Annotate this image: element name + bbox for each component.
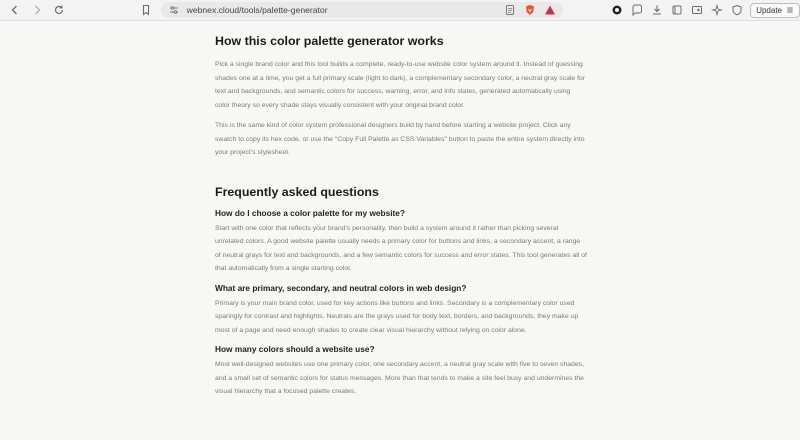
- update-button[interactable]: [750, 3, 800, 18]
- update-label: Update: [756, 5, 782, 15]
- faq-answer: Most well-designed websites use one primary color, one secondary accent, a neutral gray scale with five to seven shades, and a small set of semantic colors for status messages. More than that tends to make a site feel busy and undermines the visual hierarchy that a focused palette creates.: [215, 361, 584, 395]
- faq-question: How many colors should a website use?: [215, 344, 375, 354]
- browser-toolbar: [0, 0, 800, 21]
- nav-buttons: [0, 3, 66, 17]
- download-icon[interactable]: [650, 3, 664, 17]
- faq-item: [215, 343, 587, 399]
- reload-icon[interactable]: [52, 3, 66, 17]
- faq-answer: Start with one color that reflects your brand's personality, then build a system around it rather than picking several unrelated colors. A good website palette usually needs a primary color for buttons and links, a secondary accent, a range of neutral grays for text and backgrounds, and a few semantic colors for success and error states. This tool generates all of that automatically from a single starting color.: [215, 224, 587, 272]
- faq-item: [215, 207, 587, 276]
- toolbar-right: [610, 3, 800, 18]
- bookmark-icon[interactable]: [140, 3, 153, 17]
- faq-question: What are primary, secondary, and neutral colors in web design?: [215, 282, 467, 293]
- clipboard-icon[interactable]: [630, 3, 644, 17]
- sidebar-icon[interactable]: [690, 3, 704, 17]
- how-paragraph-2: This is the same kind of color system professional designers build by hand before starting a website project. Click any swatch to copy its hex code, or use the "Copy Full Palette as CSS Variables" button to paste the entire system directly into your project's stylesheet.: [215, 122, 585, 156]
- reader-icon[interactable]: [503, 3, 517, 17]
- leo-ai-icon[interactable]: [710, 3, 724, 17]
- back-icon[interactable]: [8, 3, 22, 17]
- article-content: [215, 33, 587, 405]
- vpn-icon[interactable]: [730, 3, 744, 17]
- faq-answer: Primary is your main brand color, used for key actions like buttons and links. Secondary is a complementary color used sparingly for contrast and highlights. Neutrals are the grays used for body text, borders, and backgrounds, they make up most of a page and need enough shades to create clear visual hierarchy without relying on color alone.: [215, 299, 579, 334]
- url-text[interactable]: webnex.cloud/tools/palette-generator: [186, 5, 328, 15]
- menu-icon: [786, 6, 794, 14]
- how-heading: How this color palette generator works: [215, 34, 444, 48]
- extension-icon[interactable]: [610, 3, 624, 17]
- rewards-icon[interactable]: [543, 3, 557, 17]
- faq-heading: Frequently asked questions: [215, 184, 379, 199]
- address-bar[interactable]: [161, 2, 564, 18]
- brave-shield-icon[interactable]: [523, 3, 537, 17]
- site-settings-icon[interactable]: [167, 3, 181, 17]
- faq-question: How do I choose a color palette for my website?: [215, 207, 405, 218]
- faq-item: [215, 282, 587, 338]
- how-paragraph-1: Pick a single brand color and this tool builds a complete, ready-to-use website color system around it. Instead of guessing shades one at a time, you get a full primary scale (light to dark), a complementary secondary color, a neutral gray scale for text and backgrounds, and semantic colors for success, warning, error, and info states, generated automatically using color theory so every shade stays visually consistent with your original brand color.: [215, 61, 586, 109]
- history-icon[interactable]: [670, 3, 684, 17]
- forward-icon[interactable]: [30, 3, 44, 17]
